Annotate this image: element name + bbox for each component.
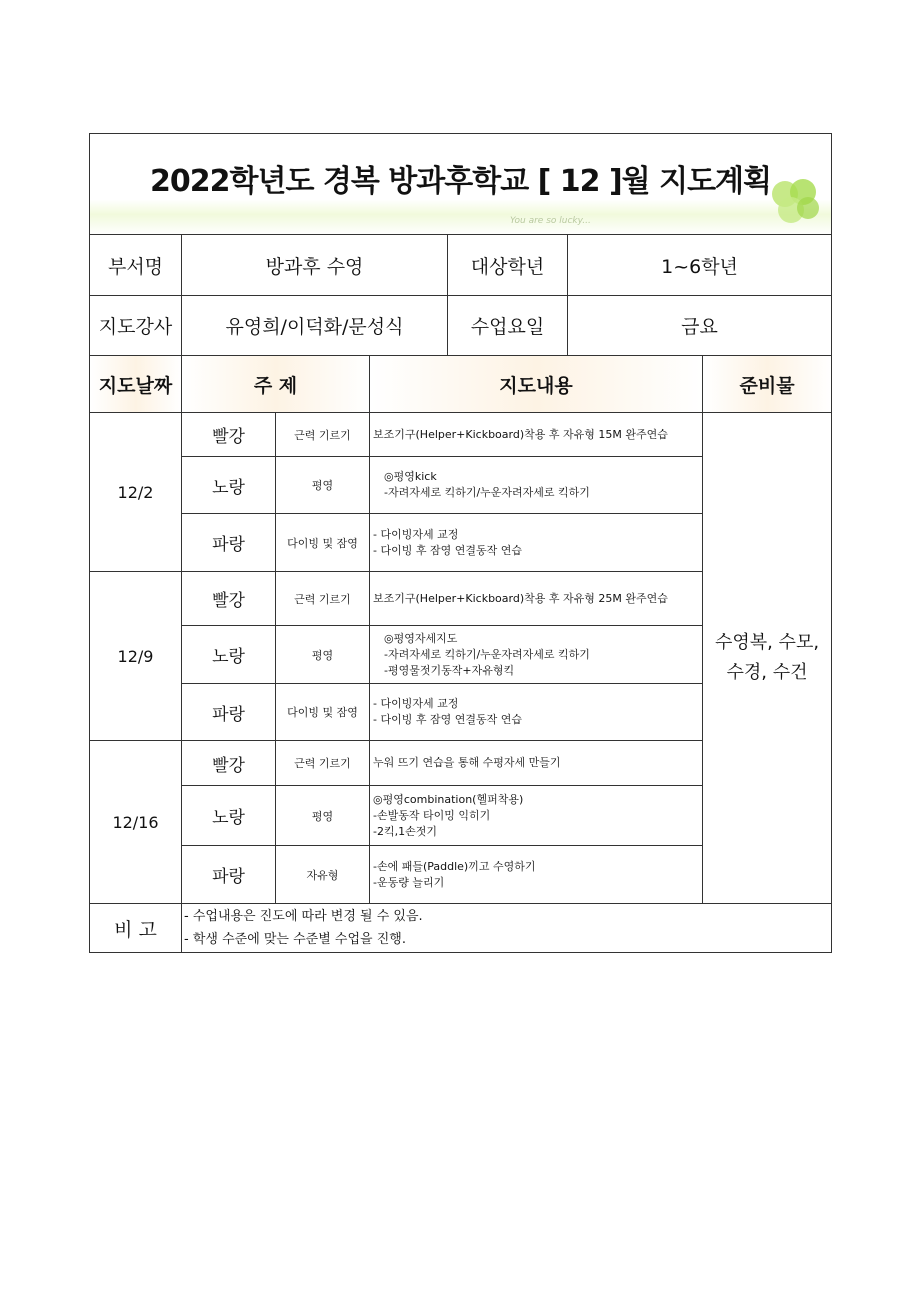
level-color: 노랑 bbox=[182, 626, 276, 684]
content-line: -평영물젓기동작+자유형킥 bbox=[384, 663, 515, 677]
lesson-date: 12/9 bbox=[90, 572, 182, 741]
content-line: 보조기구(Helper+Kickboard)착용 후 자유형 25M 완주연습 bbox=[373, 591, 668, 605]
lesson-topic: 자유형 bbox=[276, 846, 370, 904]
day-label: 수업요일 bbox=[448, 296, 568, 356]
title-banner bbox=[90, 134, 832, 235]
level-color: 파랑 bbox=[182, 514, 276, 572]
day-value: 금요 bbox=[568, 296, 832, 356]
dept-value: 방과후 수영 bbox=[182, 235, 448, 296]
lesson-content bbox=[370, 572, 703, 626]
content-line: -자려자세로 킥하기/누운자려자세로 킥하기 bbox=[384, 486, 590, 499]
remark-line: - 수업내용은 진도에 따라 변경 될 수 있음. bbox=[184, 909, 423, 924]
header-content: 지도내용 bbox=[370, 356, 703, 413]
lesson-topic: 평영 bbox=[276, 786, 370, 846]
dept-label: 부서명 bbox=[90, 235, 182, 296]
clover-icon bbox=[763, 174, 823, 229]
content-line: -운동량 늘리기 bbox=[373, 875, 445, 889]
content-line: -2킥,1손젓기 bbox=[373, 824, 437, 838]
content-line: -손발동작 타이밍 익히기 bbox=[373, 808, 491, 822]
lesson-content bbox=[370, 846, 703, 904]
lesson-content bbox=[370, 684, 703, 741]
plan-table bbox=[89, 133, 832, 953]
content-line: - 다이빙자세 교정 bbox=[373, 697, 459, 710]
lesson-date: 12/16 bbox=[90, 741, 182, 904]
remark-line: - 학생 수준에 맞는 수준별 수업을 진행. bbox=[184, 932, 406, 947]
header-topic: 주 제 bbox=[182, 356, 370, 413]
grade-label: 대상학년 bbox=[448, 235, 568, 296]
content-line: -손에 패들(Paddle)끼고 수영하기 bbox=[373, 859, 536, 873]
content-line: - 다이빙 후 잠영 연결동작 연습 bbox=[373, 543, 522, 557]
content-line: ◎평영kick bbox=[384, 470, 437, 483]
level-color: 빨강 bbox=[182, 413, 276, 457]
remarks-label: 비 고 bbox=[90, 904, 182, 953]
lesson-content bbox=[370, 457, 703, 514]
page-title: 2022학년도 경복 방과후학교 [ 12 ]월 지도계획 bbox=[149, 164, 772, 199]
table-row bbox=[90, 413, 832, 457]
header-materials: 준비물 bbox=[703, 356, 832, 413]
grade-value: 1~6학년 bbox=[568, 235, 832, 296]
lesson-topic: 근력 기르기 bbox=[276, 741, 370, 786]
lesson-content bbox=[370, 741, 703, 786]
instructor-value: 유영희/이덕화/문성식 bbox=[182, 296, 448, 356]
instructor-label: 지도강사 bbox=[90, 296, 182, 356]
level-color: 파랑 bbox=[182, 684, 276, 741]
level-color: 노랑 bbox=[182, 786, 276, 846]
level-color: 빨강 bbox=[182, 741, 276, 786]
lesson-content bbox=[370, 786, 703, 846]
content-line: ◎평영자세지도 bbox=[384, 631, 458, 645]
lesson-topic: 평영 bbox=[276, 457, 370, 514]
content-line: -자려자세로 킥하기/누운자려자세로 킥하기 bbox=[384, 647, 590, 661]
lesson-topic: 근력 기르기 bbox=[276, 413, 370, 457]
lesson-topic: 평영 bbox=[276, 626, 370, 684]
lesson-date: 12/2 bbox=[90, 413, 182, 572]
content-line: - 다이빙 후 잠영 연결동작 연습 bbox=[373, 713, 522, 726]
lesson-content bbox=[370, 514, 703, 572]
lesson-topic: 근력 기르기 bbox=[276, 572, 370, 626]
banner-script-text: You are so lucky... bbox=[510, 216, 591, 226]
lesson-topic: 다이빙 및 잠영 bbox=[276, 684, 370, 741]
content-line: 누워 뜨기 연습을 통해 수평자세 만들기 bbox=[373, 756, 561, 769]
content-line: - 다이빙자세 교정 bbox=[373, 527, 459, 541]
remarks-text bbox=[182, 904, 832, 953]
content-line: ◎평영combination(헬퍼착용) bbox=[373, 792, 524, 806]
lesson-topic: 다이빙 및 잠영 bbox=[276, 514, 370, 572]
lesson-content bbox=[370, 413, 703, 457]
level-color: 빨강 bbox=[182, 572, 276, 626]
content-line: 보조기구(Helper+Kickboard)착용 후 자유형 15M 완주연습 bbox=[373, 427, 668, 441]
level-color: 노랑 bbox=[182, 457, 276, 514]
lesson-content bbox=[370, 626, 703, 684]
header-date: 지도날짜 bbox=[90, 356, 182, 413]
materials-value bbox=[703, 413, 832, 904]
materials-text: 수영복, 수모, 수경, 수건 bbox=[714, 632, 820, 683]
level-color: 파랑 bbox=[182, 846, 276, 904]
